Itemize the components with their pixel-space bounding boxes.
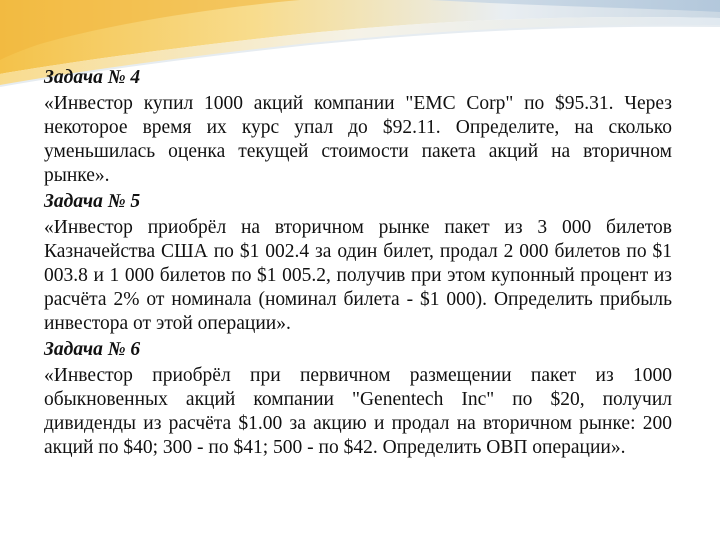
task-title: Задача № 5 <box>44 191 141 212</box>
task-title: Задача № 4 <box>44 67 141 88</box>
task-text: «Инвестор купил 1000 акций компании "EMC Corp" по $95.31. Через некоторое время их курс упал до $92.11. Определите, на сколько уменьшилась оценка текущей стоимости пакета акций на вторичном рынке». <box>44 93 672 186</box>
task-6 <box>44 338 672 460</box>
tasks-content <box>44 66 672 462</box>
task-4 <box>44 66 672 188</box>
task-title: Задача № 6 <box>44 339 141 360</box>
task-text: «Инвестор приобрёл при первичном размещении пакет из 1000 обыкновенных акций компании "Genentech Inc" по $20, получил дивиденды из расчёта $1.00 за акцию и продал на вторичном рынке: 200 акций по $40; 300 - по $41; 500 - по $42. Определить ОВП операции». <box>44 365 672 458</box>
task-5 <box>44 190 672 336</box>
task-text: «Инвестор приобрёл на вторичном рынке пакет из 3 000 билетов Казначейства США по $1 002.4 за один билет, продал 2 000 билетов по $1 003.8 и 1 000 билетов по $1 005.2, получив при этом купонный процент из расчёта 2% от номинала (номинал билета - $1 000). Определить прибыль инвестора от этой операции». <box>44 217 672 334</box>
